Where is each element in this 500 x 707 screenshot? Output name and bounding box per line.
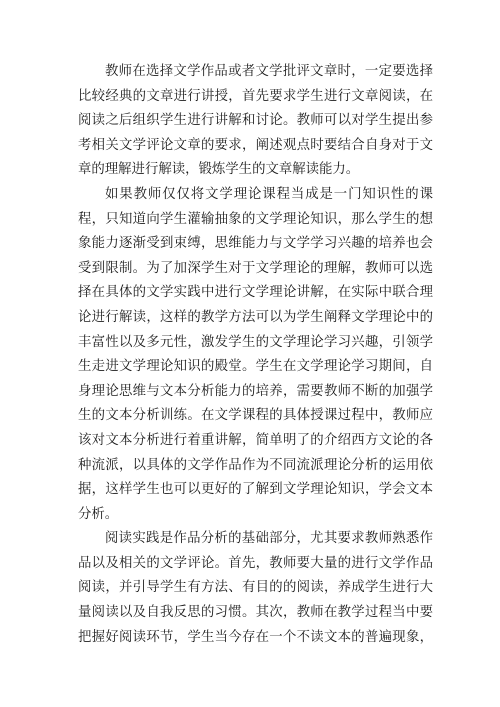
text-line: 该对文本分析进行着重讲解，简单明了的介绍西方文论的各	[78, 432, 433, 448]
text-line: 据，这样学生也可以更好的了解到文学理论知识，学会文本	[78, 482, 433, 498]
text-line: 受到限制。为了加深学生对于文学理论的理解，教师可以选	[78, 260, 433, 276]
text-line: 阅读之后组织学生进行讲解和讨论。教师可以对学生提出参	[78, 113, 433, 129]
text-line: 择在具体的文学实践中进行文学理论讲解，在实际中联合理	[78, 285, 433, 301]
text-line: 教师在选择文学作品或者文学批评文章时，一定要选择	[105, 64, 433, 79]
text-line: 阅读，并引导学生有方法、有目的的阅读，养成学生进行大	[78, 580, 433, 596]
paragraph-theory-teaching	[78, 183, 433, 527]
text-line: 象能力逐渐受到束缚，思维能力与文学学习兴趣的培养也会	[78, 236, 433, 252]
text-line: 程，只知道向学生灌输抽象的文学理论知识，那么学生的想	[78, 211, 433, 227]
text-line: 品以及相关的文学评论。首先，教师要大量的进行文学作品	[78, 555, 433, 571]
text-line: 种流派，以具体的文学作品作为不同流派理论分析的运用依	[78, 457, 433, 473]
text-line: 丰富性以及多元性，激发学生的文学理论学习兴趣，引领学	[78, 334, 433, 350]
text-line: 阅读实践是作品分析的基础部分，尤其要求教师熟悉作	[105, 531, 433, 547]
text-line: 身理论思维与文本分析能力的培养，需要教师不断的加强学	[78, 383, 433, 399]
text-line: 考相关文学评论文章的要求，阐述观点时要结合自身对于文	[78, 137, 433, 153]
text-line: 生走进文学理论知识的殿堂。学生在文学理论学习期间，自	[78, 359, 433, 375]
text-line: 分析。	[78, 506, 119, 522]
text-line: 生的文本分析训练。在文学课程的具体授课过程中，教师应	[78, 408, 433, 424]
paragraph-teacher-selection	[78, 60, 433, 183]
text-line: 章的理解进行解读，锻炼学生的文章解读能力。	[78, 162, 360, 178]
document-body	[78, 60, 433, 650]
text-line: 如果教师仅仅将文学理论课程当成是一门知识性的课	[105, 186, 433, 202]
text-line: 论进行解读，这样的教学方法可以为学生阐释文学理论中的	[78, 309, 433, 325]
text-line: 量阅读以及自我反思的习惯。其次，教师在教学过程当中要	[78, 605, 433, 621]
paragraph-reading-practice	[78, 527, 433, 650]
text-line: 比较经典的文章进行讲授，首先要求学生进行文章阅读，在	[78, 88, 433, 104]
text-line: 把握好阅读环节，学生当今存在一个不读文本的普遍现象，	[78, 629, 433, 645]
